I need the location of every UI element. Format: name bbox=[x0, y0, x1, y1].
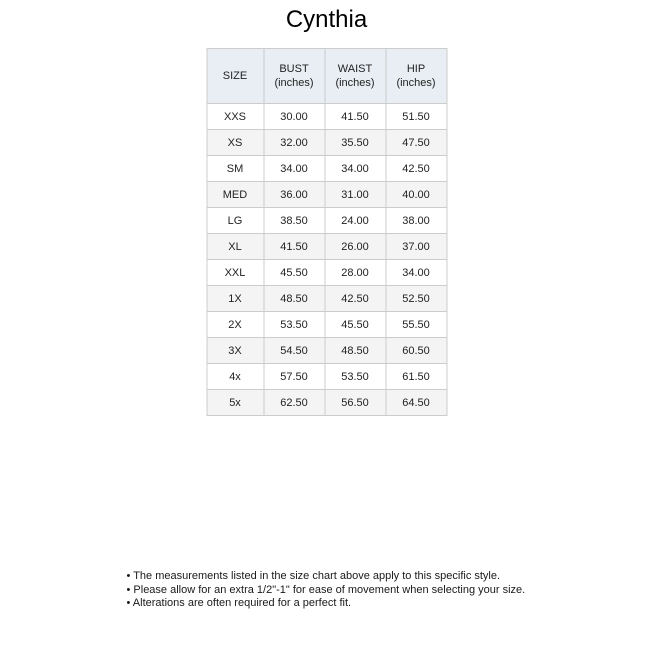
cell-size: SM bbox=[207, 156, 264, 182]
cell-size: LG bbox=[207, 208, 264, 234]
table-row bbox=[207, 364, 447, 390]
column-header-bust bbox=[264, 49, 325, 104]
cell-waist: 48.50 bbox=[325, 338, 386, 364]
cell-waist: 34.00 bbox=[325, 156, 386, 182]
cell-hip: 55.50 bbox=[386, 312, 447, 338]
table-row bbox=[207, 104, 447, 130]
cell-bust: 30.00 bbox=[264, 104, 325, 130]
cell-bust: 41.50 bbox=[264, 234, 325, 260]
cell-bust: 57.50 bbox=[264, 364, 325, 390]
table-row bbox=[207, 260, 447, 286]
cell-waist: 56.50 bbox=[325, 390, 386, 416]
column-header-label: WAIST bbox=[337, 62, 373, 75]
cell-bust: 48.50 bbox=[264, 286, 325, 312]
cell-hip: 60.50 bbox=[386, 338, 447, 364]
cell-waist: 42.50 bbox=[325, 286, 386, 312]
table-row bbox=[207, 312, 447, 338]
cell-size: XL bbox=[207, 234, 264, 260]
column-header-waist bbox=[325, 49, 386, 104]
cell-size: 3X bbox=[207, 338, 264, 364]
cell-size: XXL bbox=[207, 260, 264, 286]
column-header-sub: (inches) bbox=[396, 77, 436, 89]
cell-bust: 38.50 bbox=[264, 208, 325, 234]
table-row bbox=[207, 182, 447, 208]
size-chart-table bbox=[206, 48, 447, 416]
column-header-sub: (inches) bbox=[335, 77, 375, 89]
table-row bbox=[207, 286, 447, 312]
cell-bust: 34.00 bbox=[264, 156, 325, 182]
cell-bust: 53.50 bbox=[264, 312, 325, 338]
cell-size: XXS bbox=[207, 104, 264, 130]
cell-hip: 38.00 bbox=[386, 208, 447, 234]
table-header-row bbox=[207, 49, 447, 104]
table-row bbox=[207, 390, 447, 416]
table-row bbox=[207, 208, 447, 234]
cell-waist: 31.00 bbox=[325, 182, 386, 208]
column-header-hip bbox=[386, 49, 447, 104]
column-header-label: HIP bbox=[406, 62, 426, 75]
table-row bbox=[207, 338, 447, 364]
cell-size: XS bbox=[207, 130, 264, 156]
cell-hip: 34.00 bbox=[386, 260, 447, 286]
cell-waist: 45.50 bbox=[325, 312, 386, 338]
cell-waist: 53.50 bbox=[325, 364, 386, 390]
table-row bbox=[207, 130, 447, 156]
cell-hip: 40.00 bbox=[386, 182, 447, 208]
cell-waist: 28.00 bbox=[325, 260, 386, 286]
cell-hip: 61.50 bbox=[386, 364, 447, 390]
cell-size: 4x bbox=[207, 364, 264, 390]
cell-hip: 47.50 bbox=[386, 130, 447, 156]
note-line: • Please allow for an extra 1/2"-1" for ease of movement when selecting your size. bbox=[126, 583, 526, 596]
notes bbox=[127, 570, 527, 611]
cell-size: 5x bbox=[207, 390, 264, 416]
cell-bust: 62.50 bbox=[264, 390, 325, 416]
cell-waist: 41.50 bbox=[325, 104, 386, 130]
cell-waist: 26.00 bbox=[325, 234, 386, 260]
cell-size: 2X bbox=[207, 312, 264, 338]
cell-size: 1X bbox=[207, 286, 264, 312]
page-title: Cynthia bbox=[285, 6, 368, 33]
cell-bust: 36.00 bbox=[264, 182, 325, 208]
cell-bust: 32.00 bbox=[264, 130, 325, 156]
table-row bbox=[207, 156, 447, 182]
cell-size: MED bbox=[207, 182, 264, 208]
column-header-label: BUST bbox=[279, 62, 309, 75]
cell-waist: 35.50 bbox=[325, 130, 386, 156]
cell-bust: 45.50 bbox=[264, 260, 325, 286]
cell-bust: 54.50 bbox=[264, 338, 325, 364]
cell-hip: 52.50 bbox=[386, 286, 447, 312]
cell-hip: 64.50 bbox=[386, 390, 447, 416]
note-line: • The measurements listed in the size chart above apply to this specific style. bbox=[126, 570, 501, 582]
note-line: • Alterations are often required for a perfect fit. bbox=[126, 597, 352, 610]
cell-hip: 51.50 bbox=[386, 104, 447, 130]
cell-hip: 37.00 bbox=[386, 234, 447, 260]
column-header-label: SIZE bbox=[222, 69, 248, 82]
table-row bbox=[207, 234, 447, 260]
column-header-size bbox=[207, 49, 264, 104]
cell-waist: 24.00 bbox=[325, 208, 386, 234]
cell-hip: 42.50 bbox=[386, 156, 447, 182]
column-header-sub: (inches) bbox=[274, 77, 314, 89]
